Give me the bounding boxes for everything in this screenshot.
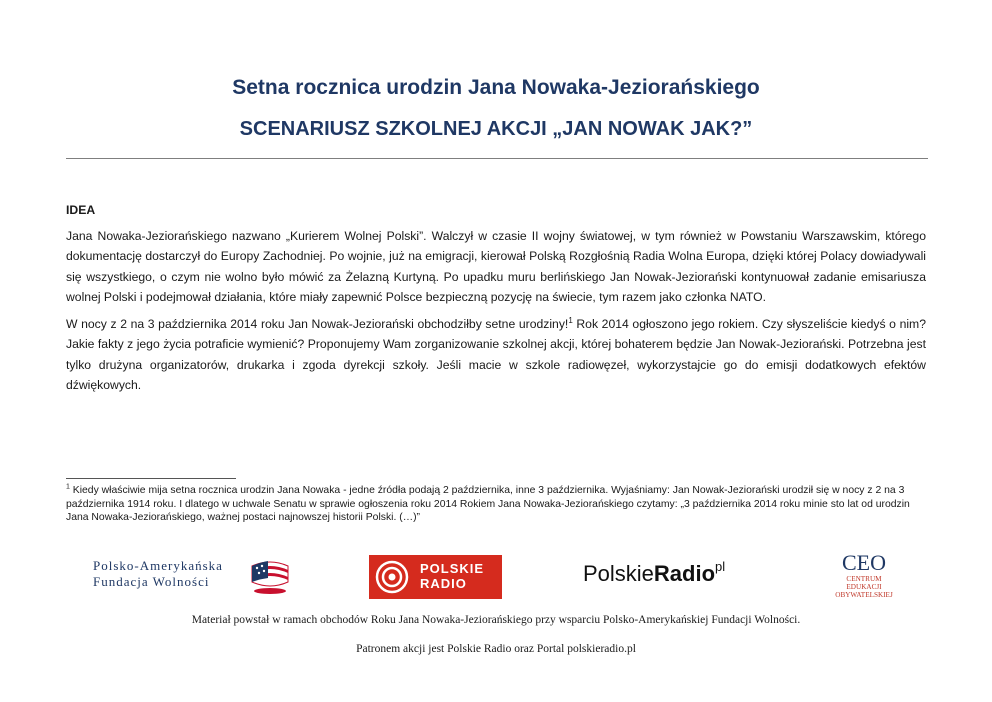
prpl-part2: Radio xyxy=(653,561,716,586)
ceo-line2: OBYWATELSKIEJ xyxy=(835,591,893,599)
polskie-radio-logo-text xyxy=(420,561,484,591)
footer-patron-note: Patronem akcji jest Polskie Radio oraz Portal polskieradio.pl xyxy=(356,643,636,655)
ceo-logo-mark: CEO xyxy=(842,550,886,575)
title-divider xyxy=(66,158,928,159)
paf-flag-icon xyxy=(248,556,292,601)
polskie-radio-line1: POLSKIE xyxy=(420,561,485,576)
document-subtitle: SCENARIUSZ SZKOLNEJ AKCJI „JAN NOWAK JAK?” xyxy=(239,118,753,140)
ceo-line1: CENTRUM EDUKACJI xyxy=(846,575,882,591)
prpl-part3: pl xyxy=(715,558,726,574)
prpl-part1: Polskie xyxy=(583,561,654,586)
polskie-radio-circle-icon xyxy=(375,560,409,594)
polskie-radio-line2: RADIO xyxy=(420,576,467,591)
paragraph-2 xyxy=(66,314,926,396)
paf-logo-line2: Fundacja Wolności xyxy=(93,574,210,589)
footnote-reference: 1 xyxy=(568,315,573,325)
section-heading: IDEA xyxy=(66,203,96,217)
paf-logo-line1: Polsko-Amerykańska xyxy=(93,558,223,573)
polskieradio-pl-logo xyxy=(583,558,726,587)
paragraph-2-end: Rok 2014 ogłoszono jego rokiem. Czy słyszeliście kiedyś o nim? Jakie fakty z jego życia potraficie wymienić? Proponujemy Wam zorganizowanie szkolnej akcji, której bohaterem będzie Jan Nowak-Jeziorański. Potrzebna jest tylko drużyna organizatorów, drukarka i zgoda dyrekcji szkoły. Jeśli macie w szkole radiowęzeł, wykorzystajcie go do emisji dodatkowych efektów dźwiękowych. xyxy=(66,316,926,392)
paf-logo-text xyxy=(93,558,223,590)
paragraph-1: Jana Nowaka-Jeziorańskiego nazwano „Kurierem Wolnej Polski”. Walczył w czasie II wojny światowej, w tym również w Powstaniu Warszawskim, którego dokumentację dostarczył do Europy Zachodniej. Po wojnie, już na emigracji, kierował Polską Rozgłośnią Radia Wolna Europa, dzięki której Polacy dowiadywali się wszystkiego, o czym nie wolno było mówić za Żelazną Kurtyną. Po upadku muru berlińskiego Jan Nowak-Jeziorański kontynuował zadanie emisariusza wolnej Polski i podejmował działania, które miały zapewnić Polsce bezpieczną pozycję na świecie, tym razem jako członka NATO. xyxy=(66,228,926,304)
document-title: Setna rocznica urodzin Jana Nowaka-Jeziorańskiego xyxy=(232,76,760,99)
footnote-divider xyxy=(66,478,236,479)
footnote xyxy=(66,484,926,525)
footnote-text: Kiedy właściwie mija setna rocznica urodzin Jana Nowaka - jedne źródła podają 2 października, inne 3 października. Wyjaśniamy: Jan Nowak-Jeziorański urodził się w nocy z 2 na 3 października 1914 roku. I dlatego w uchwale Senatu w sprawie ogłoszenia roku 2014 Rokiem Jana Nowaka-Jeziorańskiego czytamy: „3 października 2014 roku minie sto lat od urodzin Jana Nowaka-Jeziorańskiego, ważnej postaci najnowszej historii Polski. (…)” xyxy=(66,485,910,523)
paragraph-2-start: W nocy z 2 na 3 października 2014 roku Jan Nowak-Jeziorański obchodziłby setne urodziny! xyxy=(66,316,569,331)
footer-support-note: Materiał powstał w ramach obchodów Roku Jana Nowaka-Jeziorańskiego przy wsparciu Polsko-Amerykańskiej Fundacji Wolności. xyxy=(191,614,801,626)
main-content xyxy=(66,200,926,402)
footnote-number: 1 xyxy=(66,483,70,491)
ceo-logo xyxy=(832,551,896,599)
